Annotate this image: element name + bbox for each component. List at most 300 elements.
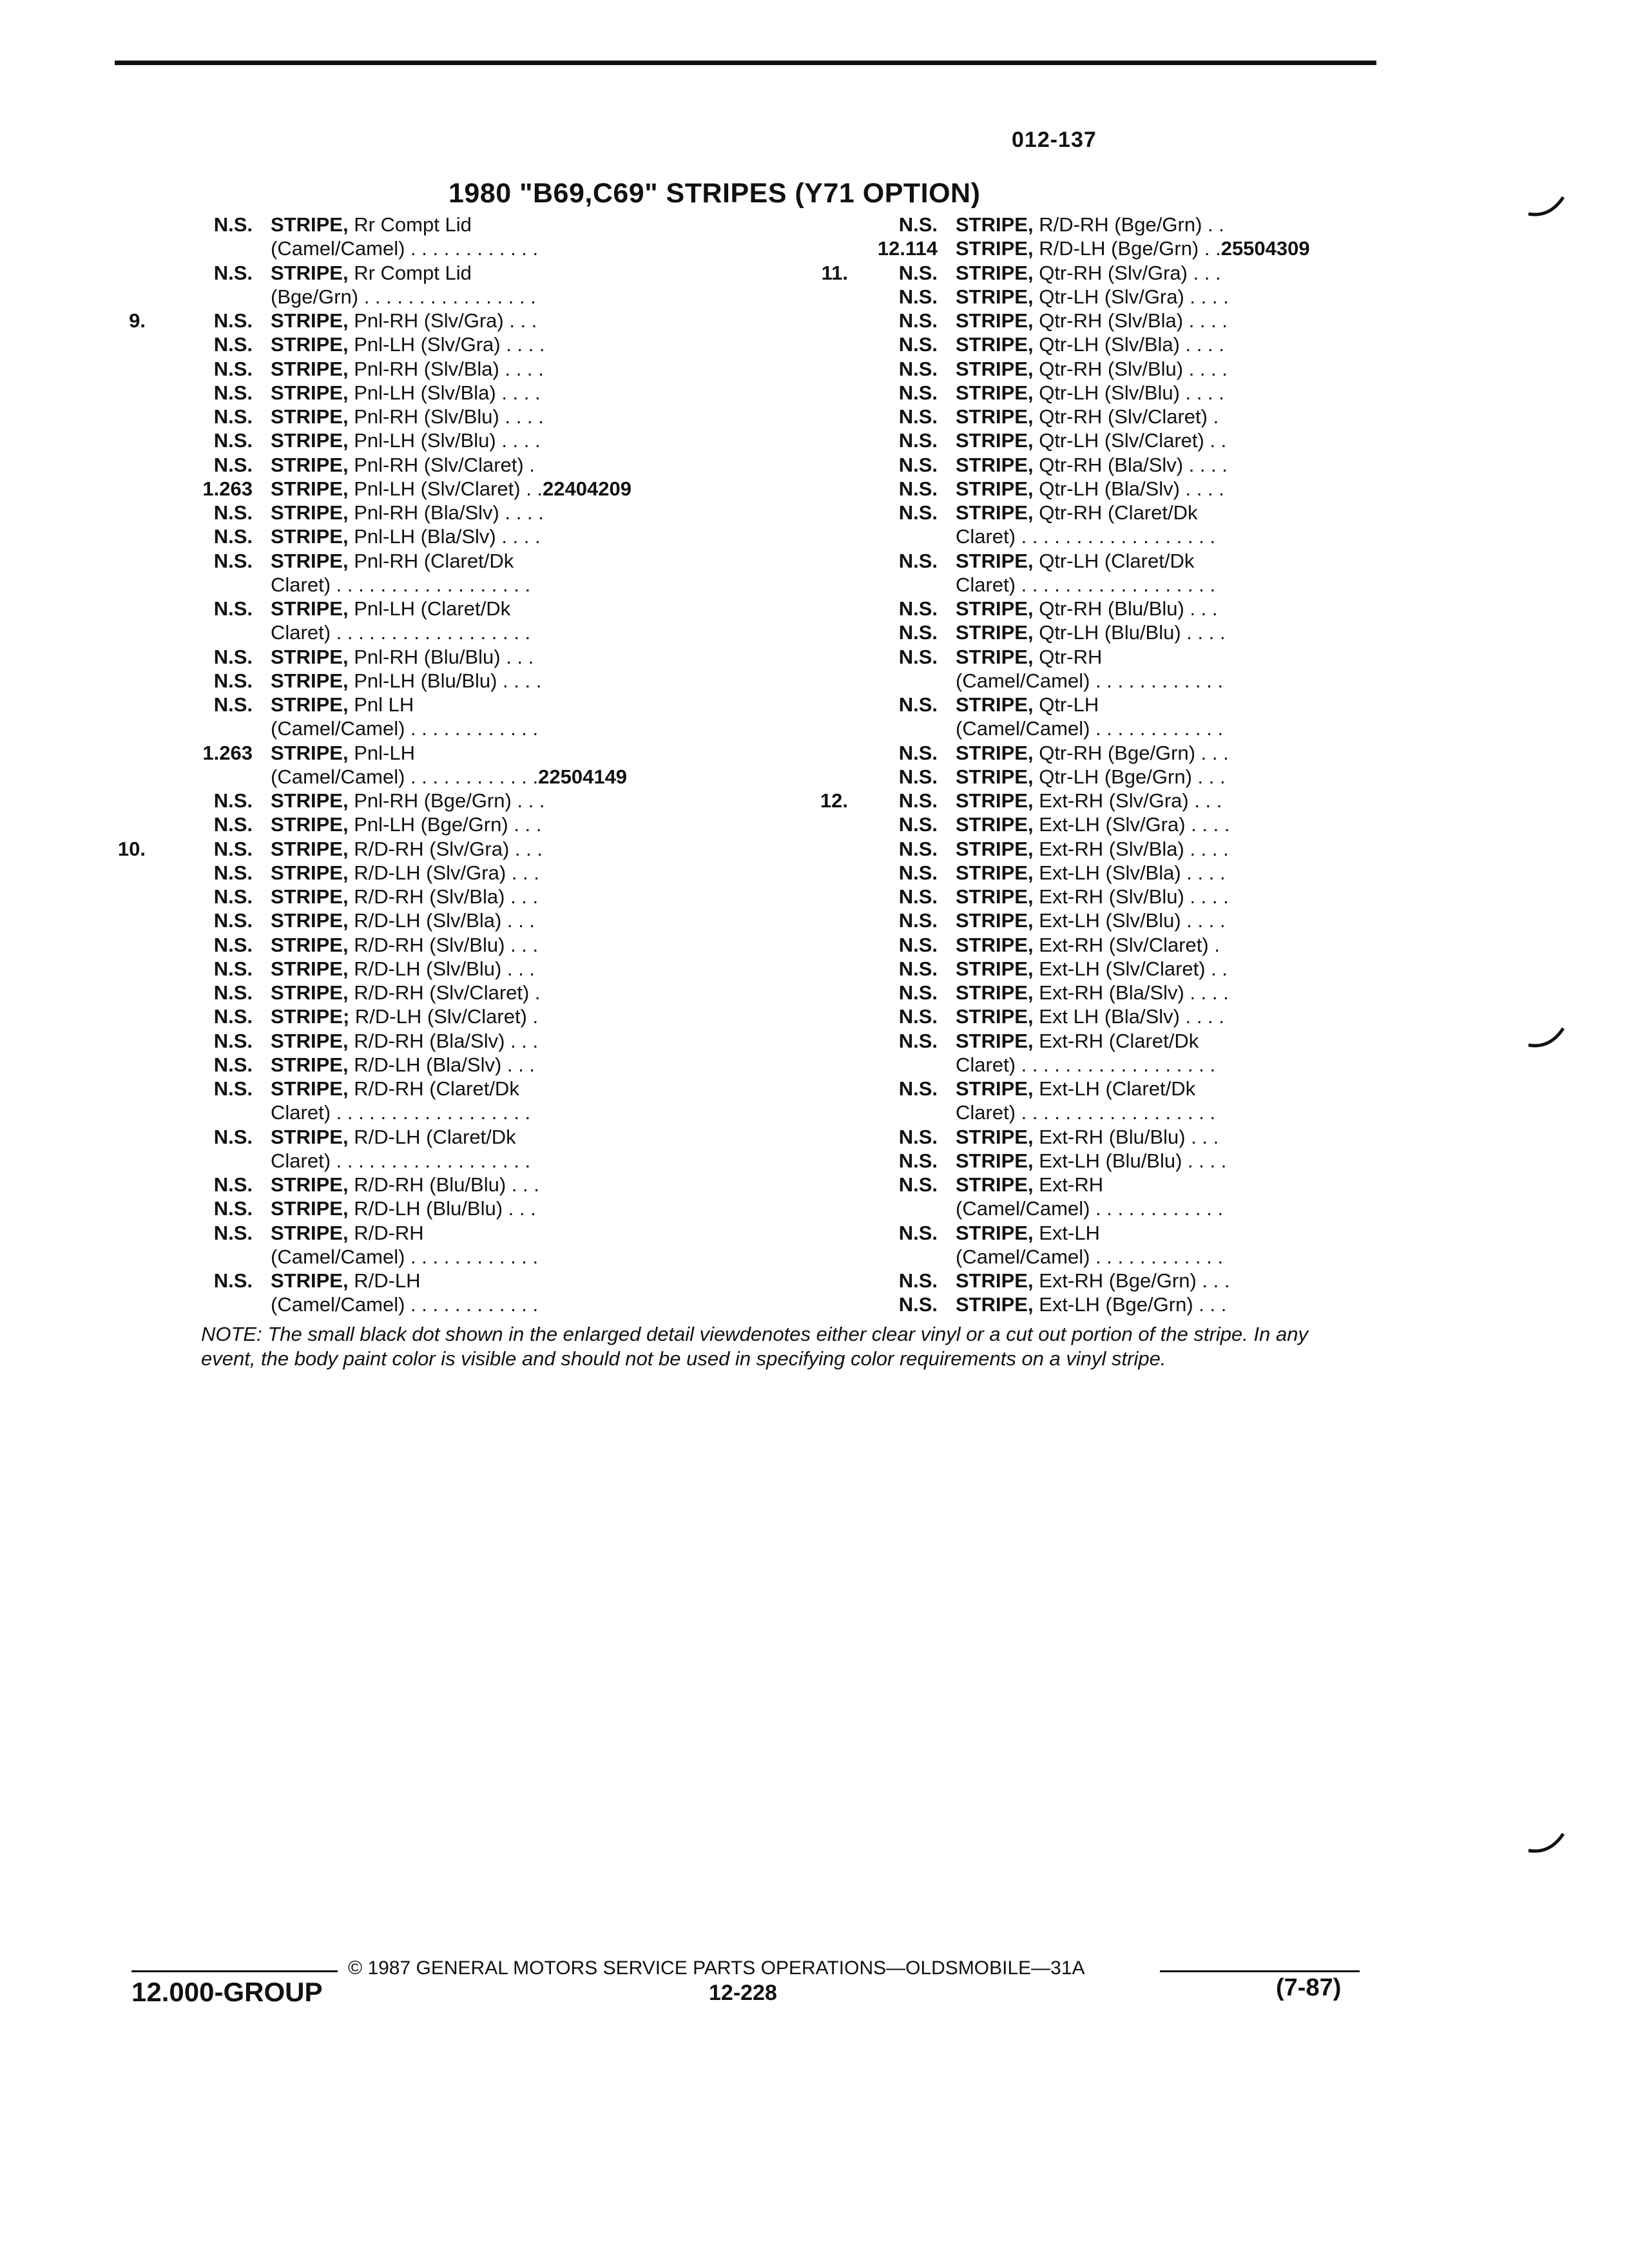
group-number: N.S.: [898, 285, 938, 308]
part-noun: STRIPE,: [956, 453, 1034, 476]
part-detail: Qtr-LH (Slv/Gra) . . . .: [1033, 285, 1229, 308]
parts-entry: [103, 957, 812, 981]
part-description: [271, 524, 541, 548]
parts-entry: [103, 501, 812, 524]
parts-entry: [817, 332, 1526, 356]
parts-entry: [817, 1125, 1526, 1149]
part-detail: (Camel/Camel) . . . . . . . . . . . .: [956, 717, 1224, 740]
part-description: [271, 549, 514, 573]
part-noun: STRIPE,: [956, 621, 1034, 644]
part-noun: STRIPE,: [271, 909, 349, 932]
parts-entry: [103, 1004, 812, 1028]
part-noun: STRIPE,: [271, 597, 349, 620]
part-detail: Ext-RH: [1033, 1173, 1104, 1196]
part-description: [956, 332, 1224, 356]
group-number: N.S.: [898, 381, 938, 404]
part-description: [956, 428, 1226, 452]
part-noun: STRIPE,: [956, 765, 1034, 788]
group-number: N.S.: [898, 1125, 938, 1148]
part-detail: (Camel/Camel) . . . . . . . . . . . .: [271, 1293, 539, 1316]
part-description: [956, 309, 1228, 332]
parts-entry: [817, 405, 1526, 428]
part-noun: STRIPE,: [271, 813, 349, 836]
part-description: [956, 381, 1224, 405]
group-number: N.S.: [898, 1077, 938, 1100]
parts-entry: [817, 837, 1526, 861]
part-detail: Qtr-LH: [1033, 693, 1099, 716]
part-detail: Claret) . . . . . . . . . . . . . . . . . .: [271, 1101, 531, 1124]
part-description: [956, 620, 1226, 644]
part-description: [271, 1077, 519, 1100]
group-number: N.S.: [898, 1029, 938, 1052]
part-noun: STRIPE,: [956, 885, 1034, 908]
group-number: N.S.: [213, 357, 253, 380]
part-detail: R/D-RH (Slv/Gra) . . .: [348, 837, 543, 860]
part-detail: Qtr-LH (Slv/Claret) . .: [1033, 429, 1227, 452]
parts-entry: [103, 645, 812, 669]
parts-entry: [103, 789, 812, 812]
part-description: [956, 549, 1194, 573]
group-number: N.S.: [213, 909, 253, 932]
footer-rule-left: [131, 1970, 338, 1972]
group-number: N.S.: [213, 861, 253, 884]
group-number: N.S.: [898, 837, 938, 860]
illustration-key: 10.: [117, 837, 146, 860]
part-description: [271, 597, 510, 620]
part-detail: Ext-LH (Slv/Bla) . . . .: [1033, 861, 1226, 884]
group-number: N.S.: [898, 1221, 938, 1244]
part-noun: STRIPE,: [956, 501, 1034, 524]
part-detail: R/D-RH (Blu/Blu) . . .: [348, 1173, 539, 1196]
part-description: [271, 693, 414, 716]
part-detail: R/D-LH (Bge/Grn) . .: [1033, 237, 1221, 260]
part-description: [271, 645, 534, 669]
parts-entry: [103, 741, 812, 765]
group-number: N.S.: [213, 501, 253, 524]
part-noun: STRIPE,: [956, 237, 1034, 260]
part-detail: Pnl-LH (Slv/Gra) . . . .: [348, 333, 545, 356]
part-noun: STRIPE,: [271, 1029, 349, 1052]
parts-entry: [817, 261, 1526, 285]
part-detail: Claret) . . . . . . . . . . . . . . . . . .: [956, 525, 1216, 548]
part-detail: R/D-LH (Slv/Claret) .: [349, 1005, 539, 1028]
parts-entry: [103, 597, 812, 620]
part-noun: STRIPE,: [956, 405, 1034, 428]
part-description: [956, 405, 1219, 428]
part-noun: STRIPE,: [956, 693, 1034, 716]
part-detail: Claret) . . . . . . . . . . . . . . . . . .: [956, 1053, 1216, 1076]
part-description: [271, 261, 472, 285]
part-description: [271, 765, 627, 789]
parts-entry-continuation: [103, 1245, 812, 1269]
parts-entry: [103, 981, 812, 1004]
parts-entry: [817, 1221, 1526, 1245]
part-detail: Qtr-LH (Claret/Dk: [1033, 549, 1195, 572]
parts-entry: [817, 453, 1526, 477]
part-detail: Qtr-RH (Bla/Slv) . . . .: [1033, 453, 1228, 476]
part-description: [271, 1100, 530, 1124]
parts-entry: [103, 908, 812, 932]
part-number: 22504149: [538, 765, 628, 788]
parts-entry: [103, 405, 812, 428]
part-description: [271, 716, 538, 740]
part-noun: STRIPE,: [956, 1269, 1034, 1292]
part-description: [271, 933, 538, 957]
group-number: N.S.: [213, 381, 253, 404]
part-noun: STRIPE,: [271, 357, 349, 380]
part-detail: R/D-RH (Bla/Slv) . . .: [348, 1029, 539, 1052]
part-detail: Ext-LH (Slv/Blu) . . . .: [1033, 909, 1226, 932]
part-description: [271, 1173, 539, 1196]
part-detail: R/D-RH (Slv/Bla) . . .: [348, 885, 539, 908]
group-number: N.S.: [898, 1005, 938, 1028]
part-description: [271, 1004, 538, 1028]
group-number: N.S.: [213, 1053, 253, 1076]
part-noun: STRIPE,: [271, 1221, 349, 1244]
part-detail: Pnl-LH (Slv/Bla) . . . .: [348, 381, 541, 404]
part-noun: STRIPE,: [956, 429, 1034, 452]
group-number: N.S.: [898, 309, 938, 332]
part-description: [271, 885, 538, 908]
part-noun: STRIPE,: [271, 957, 349, 980]
part-detail: Pnl-LH (Bge/Grn) . . .: [348, 813, 542, 836]
part-description: [956, 261, 1221, 285]
part-detail: Pnl LH: [348, 693, 414, 716]
part-noun: STRIPE,: [271, 693, 349, 716]
part-detail: (Camel/Camel) . . . . . . . . . . . .: [271, 237, 539, 260]
group-number: N.S.: [898, 765, 938, 788]
part-detail: Qtr-RH (Slv/Blu) . . . .: [1033, 357, 1228, 380]
top-rule: [115, 61, 1376, 65]
part-detail: R/D-RH (Bge/Grn) . .: [1033, 213, 1224, 236]
part-description: [956, 357, 1228, 381]
group-number: N.S.: [213, 213, 253, 236]
group-number: N.S.: [898, 357, 938, 380]
part-description: [956, 524, 1215, 548]
part-detail: Ext-RH (Bla/Slv) . . . .: [1033, 981, 1229, 1004]
illustration-key: 9.: [129, 309, 146, 332]
part-noun: STRIPE,: [956, 261, 1034, 284]
parts-entry: [103, 213, 812, 236]
part-description: [271, 236, 538, 260]
part-noun: STRIPE,: [956, 597, 1034, 620]
group-number: N.S.: [213, 405, 253, 428]
parts-entry: [817, 957, 1526, 981]
group-number: N.S.: [898, 813, 938, 836]
part-description: [956, 693, 1099, 716]
part-detail: Claret) . . . . . . . . . . . . . . . . . .: [271, 573, 531, 596]
part-detail: Qtr-RH (Slv/Gra) . . .: [1033, 261, 1221, 284]
part-description: [956, 1245, 1223, 1269]
part-detail: Ext-RH (Blu/Blu) . . .: [1033, 1125, 1219, 1148]
part-noun: STRIPE,: [956, 741, 1034, 764]
part-description: [956, 669, 1223, 693]
part-noun: STRIPE,: [271, 1053, 349, 1076]
group-number: N.S.: [213, 837, 253, 860]
parts-entry: [817, 501, 1526, 524]
margin-mark-icon: [1527, 193, 1566, 219]
group-number: N.S.: [213, 1077, 253, 1100]
part-detail: Pnl-RH (Slv/Blu) . . . .: [348, 405, 544, 428]
parts-entry: [103, 861, 812, 885]
part-detail: R/D-LH (Bla/Slv) . . .: [348, 1053, 535, 1076]
part-detail: Pnl-RH (Bge/Grn) . . .: [348, 789, 545, 812]
group-number: N.S.: [213, 669, 253, 692]
part-noun: STRIPE,: [956, 309, 1034, 332]
group-number: N.S.: [213, 453, 253, 476]
group-number: N.S.: [898, 501, 938, 524]
part-description: [271, 309, 537, 332]
group-number: N.S.: [213, 1197, 253, 1220]
part-noun: STRIPE,: [956, 789, 1034, 812]
group-number: N.S.: [898, 549, 938, 572]
right-parts-column: [817, 213, 1526, 1317]
group-number: N.S.: [898, 1173, 938, 1196]
part-description: [271, 1293, 538, 1316]
parts-entry-continuation: [103, 1100, 812, 1124]
part-detail: Qtr-RH (Slv/Claret) .: [1033, 405, 1219, 428]
parts-entry-continuation: [103, 716, 812, 740]
parts-entry: [817, 1293, 1526, 1316]
parts-entry: [817, 693, 1526, 716]
parts-entry-continuation: [103, 285, 812, 309]
parts-entry: [103, 1173, 812, 1196]
part-description: [956, 765, 1226, 789]
part-detail: Ext-RH (Slv/Claret) .: [1033, 933, 1220, 956]
parts-entry-continuation: [103, 765, 812, 789]
part-detail: Pnl-LH (Blu/Blu) . . . .: [348, 669, 542, 692]
parts-entry: [103, 381, 812, 405]
parts-entry: [817, 213, 1526, 236]
part-detail: Qtr-RH (Bge/Grn) . . .: [1033, 741, 1229, 764]
group-number: N.S.: [213, 525, 253, 548]
part-noun: STRIPE,: [956, 1293, 1034, 1316]
part-description: [956, 1196, 1223, 1220]
parts-entry: [817, 645, 1526, 669]
part-description: [956, 741, 1229, 765]
part-noun: STRIPE,: [271, 861, 349, 884]
group-number: N.S.: [213, 693, 253, 716]
group-number: N.S.: [213, 1005, 253, 1028]
parts-entry-continuation: [103, 620, 812, 644]
parts-entry: [103, 332, 812, 356]
part-detail: Qtr-RH (Slv/Bla) . . . .: [1033, 309, 1228, 332]
group-number: N.S.: [898, 213, 938, 236]
illustration-key: 12.: [820, 789, 848, 812]
parts-entry-continuation: [103, 573, 812, 597]
part-description: [271, 1196, 536, 1220]
group-number: N.S.: [213, 981, 253, 1004]
parts-entry: [103, 428, 812, 452]
parts-entry: [103, 1196, 812, 1220]
part-detail: R/D-LH (Slv/Gra) . . .: [348, 861, 539, 884]
part-description: [956, 908, 1226, 932]
part-detail: Pnl-RH (Slv/Gra) . . .: [348, 309, 537, 332]
part-noun: STRIPE,: [271, 477, 349, 500]
part-detail: (Camel/Camel) . . . . . . . . . . . .: [271, 1245, 539, 1268]
part-noun: STRIPE,: [956, 1173, 1034, 1196]
group-number: N.S.: [213, 1221, 253, 1244]
part-noun: STRIPE,: [956, 1029, 1034, 1052]
parts-entry: [817, 981, 1526, 1004]
group-number: N.S.: [898, 789, 938, 812]
group-number: N.S.: [898, 885, 938, 908]
part-detail: R/D-LH (Slv/Blu) . . .: [348, 957, 535, 980]
parts-entry-continuation: [817, 1053, 1526, 1077]
parts-entry: [817, 236, 1526, 260]
group-number: N.S.: [898, 333, 938, 356]
parts-entry: [103, 549, 812, 573]
parts-entry: [817, 885, 1526, 908]
part-description: [271, 1149, 530, 1173]
parts-entry: [103, 1029, 812, 1053]
parts-entry: [103, 1125, 812, 1149]
part-description: [271, 861, 539, 885]
part-noun: STRIPE,: [956, 813, 1034, 836]
part-description: [956, 236, 1310, 260]
part-noun: STRIPE,: [271, 1077, 349, 1100]
part-number: 25504309: [1220, 237, 1310, 260]
parts-entry: [103, 837, 812, 861]
parts-entry: [103, 812, 812, 836]
part-noun: STRIPE,: [271, 261, 349, 284]
parts-entry-continuation: [817, 524, 1526, 548]
part-detail: (Camel/Camel) . . . . . . . . . . . .: [271, 717, 539, 740]
group-number: N.S.: [898, 1293, 938, 1316]
part-detail: Ext-LH (Bge/Grn) . . .: [1033, 1293, 1227, 1316]
parts-entry: [103, 933, 812, 957]
parts-entry: [103, 693, 812, 716]
part-description: [956, 981, 1229, 1004]
group-number: N.S.: [898, 261, 938, 284]
part-description: [956, 933, 1220, 957]
part-description: [956, 1269, 1229, 1293]
group-number: N.S.: [898, 597, 938, 620]
group-number: 1.263: [202, 477, 253, 500]
group-number: N.S.: [213, 933, 253, 956]
part-detail: Pnl-LH (Claret/Dk: [348, 597, 511, 620]
part-description: [271, 213, 472, 236]
parts-entry-continuation: [817, 1100, 1526, 1124]
part-noun: STRIPE,: [271, 1269, 349, 1292]
part-detail: Ext-RH (Slv/Gra) . . .: [1033, 789, 1222, 812]
part-description: [271, 405, 544, 428]
part-description: [271, 1053, 535, 1077]
margin-mark-icon: [1527, 1830, 1566, 1856]
part-detail: Qtr-LH (Slv/Bla) . . . .: [1033, 333, 1224, 356]
part-detail: Ext LH (Bla/Slv) . . . .: [1033, 1005, 1224, 1028]
part-detail: Pnl-RH (Claret/Dk: [348, 549, 514, 572]
part-detail: Qtr-RH (Blu/Blu) . . .: [1033, 597, 1218, 620]
parts-entry: [817, 620, 1526, 644]
group-number: N.S.: [898, 933, 938, 956]
group-number: N.S.: [213, 957, 253, 980]
part-description: [271, 741, 415, 765]
parts-entry: [817, 933, 1526, 957]
part-detail: Pnl-RH (Bla/Slv) . . . .: [348, 501, 544, 524]
part-detail: Ext-RH (Bge/Grn) . . .: [1033, 1269, 1230, 1292]
group-number: N.S.: [213, 597, 253, 620]
part-noun: STRIPE,: [956, 1005, 1034, 1028]
parts-entry: [817, 789, 1526, 812]
part-number: 22404209: [543, 477, 631, 500]
part-detail: Ext-RH (Claret/Dk: [1033, 1029, 1199, 1052]
parts-entry: [103, 309, 812, 332]
revision-date: (7-87): [1276, 1974, 1342, 2001]
part-detail: (Camel/Camel) . . . . . . . . . . . .: [956, 669, 1224, 692]
part-description: [956, 1221, 1100, 1245]
part-detail: Claret) . . . . . . . . . . . . . . . . . .: [956, 573, 1216, 596]
part-description: [271, 981, 541, 1004]
note-label: NOTE:: [201, 1323, 262, 1345]
part-description: [956, 501, 1197, 524]
parts-entry: [817, 861, 1526, 885]
page-code: 012-137: [1012, 128, 1097, 152]
part-detail: Pnl-LH (Slv/Blu) . . . .: [348, 429, 541, 452]
part-description: [271, 285, 536, 309]
part-detail: Pnl-RH (Slv/Bla) . . . .: [348, 357, 544, 380]
part-description: [271, 789, 545, 812]
part-description: [271, 620, 530, 644]
copyright-line: © 1987 GENERAL MOTORS SERVICE PARTS OPERATIONS—OLDSMOBILE—31A: [348, 1957, 1085, 1979]
part-description: [956, 1173, 1103, 1196]
part-detail: (Camel/Camel) . . . . . . . . . . . .: [271, 765, 539, 788]
parts-entry: [817, 812, 1526, 836]
part-detail: Qtr-LH (Blu/Blu) . . . .: [1033, 621, 1226, 644]
part-detail: R/D-LH (Slv/Bla) . . .: [348, 909, 535, 932]
group-number: N.S.: [898, 861, 938, 884]
parts-entry-continuation: [817, 573, 1526, 597]
parts-entry: [103, 1269, 812, 1293]
part-description: [956, 1077, 1195, 1100]
parts-entry: [817, 1029, 1526, 1053]
part-detail: Claret) . . . . . . . . . . . . . . . . . .: [271, 621, 531, 644]
part-description: [271, 908, 535, 932]
group-number: N.S.: [898, 1149, 938, 1172]
parts-entry: [103, 357, 812, 381]
part-detail: Ext-LH (Blu/Blu) . . . .: [1033, 1149, 1227, 1172]
parts-entry: [103, 1221, 812, 1245]
part-detail: R/D-RH (Slv/Claret) .: [348, 981, 541, 1004]
part-noun: STRIPE,: [271, 525, 349, 548]
part-noun: STRIPE,: [956, 957, 1034, 980]
group-number: N.S.: [213, 645, 253, 668]
parts-entry: [103, 477, 812, 501]
group-number: N.S.: [898, 429, 938, 452]
part-noun: STRIPE,: [956, 1221, 1034, 1244]
part-description: [956, 1053, 1215, 1077]
part-detail: Pnl-RH (Blu/Blu) . . .: [348, 645, 534, 668]
part-detail: R/D-LH: [348, 1269, 421, 1292]
part-description: [956, 597, 1218, 620]
group-number: N.S.: [213, 549, 253, 572]
group-number: N.S.: [213, 309, 253, 332]
part-description: [956, 861, 1226, 885]
part-description: [271, 1221, 424, 1245]
part-detail: Ext-RH (Slv/Bla) . . . .: [1033, 837, 1229, 860]
note-text: The small black dot shown in the enlarged detail viewdenotes either clear vinyl or a cut out portion of the stripe. In any event, the body paint color is visible and should not be used in specifying color requirements on a vinyl stripe.: [201, 1323, 1308, 1370]
parts-entry-continuation: [103, 236, 812, 260]
part-description: [271, 1245, 538, 1269]
parts-entry: [103, 453, 812, 477]
group-number: N.S.: [213, 813, 253, 836]
parts-entry: [817, 1173, 1526, 1196]
part-detail: Claret) . . . . . . . . . . . . . . . . . .: [956, 1101, 1216, 1124]
part-detail: Qtr-LH (Bge/Grn) . . .: [1033, 765, 1226, 788]
part-description: [271, 428, 541, 452]
part-noun: STRIPE,: [956, 1149, 1034, 1172]
part-noun: STRIPE,: [956, 1125, 1034, 1148]
